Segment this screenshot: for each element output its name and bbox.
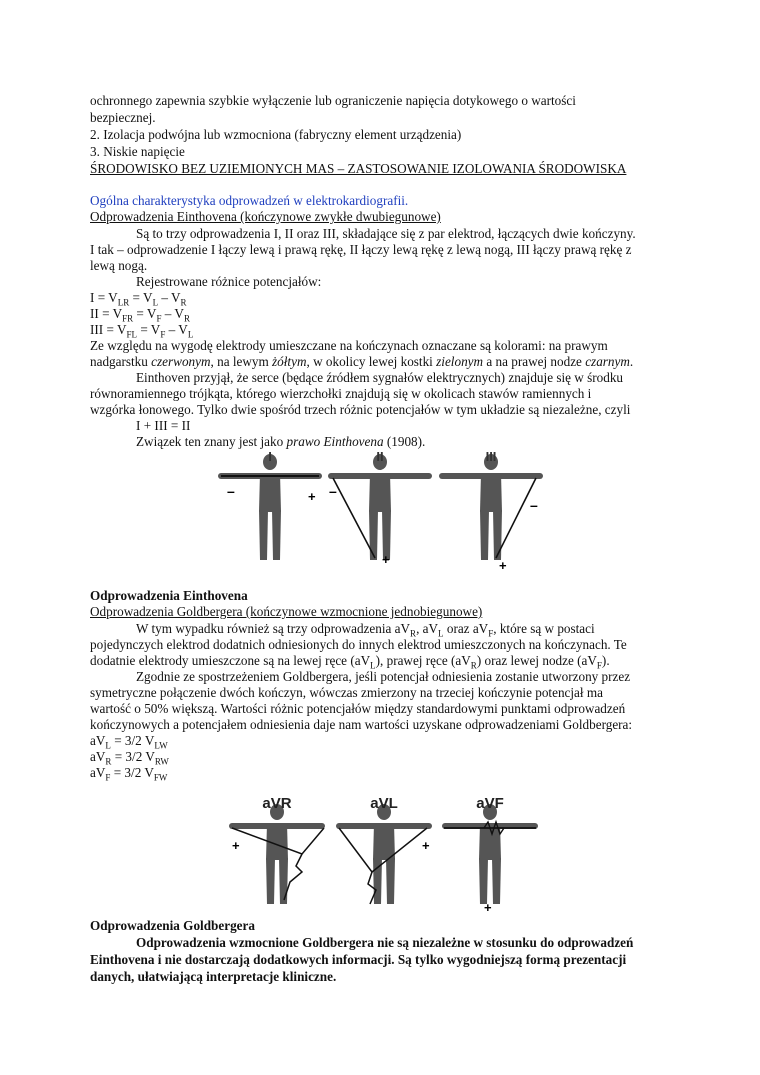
goldberger-equation: $aV_F = 3/2$ $V_{FW}$ [90,765,168,783]
goldberger-equation: $aV_L = 3/2$ $V_{LW}$ [90,733,168,751]
plus-sign: + [382,552,390,567]
intro-line-3: 2. Izolacja podwójna lub wzmocniona (fabryczny element urządzenia) [90,127,462,142]
plus-sign: + [232,838,240,853]
goldberger-heading: Odprowadzenia Goldbergera (kończynowe wzmocnione jednobiegunowe) [90,604,483,619]
minus-sign: – [227,483,235,499]
equation-2: II = $V_{FR} = V_F - V_R$ [90,306,190,324]
final-line: Odprowadzenia wzmocnione Goldbergera nie są niezależne w stosunku do odprowadzeń [136,935,634,950]
equation-1: $I = V_{LR} = V_L - V_R$ [90,290,187,308]
figure-caption: Odprowadzenia Einthovena [90,588,248,603]
paragraph-line: wartość o 50% większą. Wartości różnic potencjałów między standardowymi punktami odprowadzeń [90,701,626,716]
minus-sign: – [530,497,538,513]
lead-wire [496,478,536,558]
plus-sign: + [484,900,492,914]
intro-line-2: bezpiecznej. [90,110,156,125]
plus-sign: + [422,838,430,853]
figure-caption: Odprowadzenia Goldbergera [90,918,255,933]
final-line: danych, ułatwiającą interpretacje kliniczne. [90,969,337,984]
plus-sign: + [499,558,507,572]
goldberger-line-1: W tym wypadku również są trzy odprowadzenia $aV_R$, $aV_L$ oraz $aV_F$, które są w postaci [136,621,595,639]
goldberger-line-3: dodatnie elektrody umieszczone są na lewej ręce $(aV_L)$, prawej ręce $(aV_R)$ oraz lewej nodze $(aV_F)$. [90,653,610,671]
paragraph-line: kończynowych a potencjałem odniesienia daje nam wartości uzyskane odprowadzeniami Goldbergera: [90,717,633,732]
lead-label: I [268,450,272,464]
minus-sign: – [329,483,337,499]
lead-label: aVR [262,795,292,812]
paragraph-line: lewą nogą. [90,258,148,273]
einthoven-figure [215,450,555,572]
paragraph-line: Zgodnie ze spostrzeżeniem Goldbergera, jeśli potencjał odniesienia zostanie utworzony przez [136,669,631,684]
goldberger-equation: $aV_R = 3/2$ $V_{RW}$ [90,749,169,767]
paragraph-line: wzgórka łonowego. Tylko dwie spośród trzech różnic potencjałów w tym układzie są niezależne, czyli [90,402,631,417]
lead-label: II [376,450,384,464]
lead-wire [333,478,375,558]
plus-sign: + [308,489,316,504]
colors-line-1: Ze względu na wygodę elektrody umieszczane na kończynach oznaczane są kolorami: na prawym [90,338,608,353]
intro-line-1: ochronnego zapewnia szybkie wyłączenie lub ograniczenie napięcia dotykowego o wartości [90,93,576,108]
law-equation: I + III = II [136,418,191,433]
final-line: Einthovena i nie dostarczają dodatkowych informacji. Są tylko wygodniejszą formą prezentacji [90,952,627,967]
intro-line-4: 3. Niskie napięcie [90,144,185,159]
einthoven-heading: Odprowadzenia Einthovena (kończynowe zwykłe dwubiegunowe) [90,209,441,224]
goldberger-figure [222,792,542,914]
paragraph-line: symetryczne połączenie dwóch kończyn, wówczas zmierzony na trzeciej kończynie potencjał ma [90,685,603,700]
goldberger-line-2: pojedynczych elektrod dodatnich odniesionych do innych elektrod umieszczonych na kończynach. Te [90,637,627,652]
lead-label: III [485,450,497,464]
equation-3: III = $V_{FL} = V_F - V_L$ [90,322,194,340]
paragraph-line: Są to trzy odprowadzenia I, II oraz III, składające się z par elektrod, łączących dwie kończyny. [136,226,636,241]
paragraph-line: równoramiennego trójkąta, którego wierzchołki znajdują się w okolicach stawów ramiennych i [90,386,592,401]
lead-label: aVL [370,795,398,812]
colors-line-2: nadgarstku czerwonym, na lewym żółtym, w okolicy lewej kostki zielonym a na prawej nodze czarnym. [90,354,634,369]
environment-heading: ŚRODOWISKO BEZ UZIEMIONYCH MAS – ZASTOSOWANIE IZOLOWANIA ŚRODOWISKA [90,161,627,176]
section-title: Ogólna charakterystyka odprowadzeń w elektrokardiografii. [90,193,409,208]
diffs-label: Rejestrowane różnice potencjałów: [136,274,322,289]
paragraph-line: I tak – odprowadzenie I łączy lewą i prawą rękę, II łączy lewą rękę z lewą nogą, III łączy prawą rękę z [90,242,632,257]
lead-label: aVF [476,795,504,812]
law-line: Związek ten znany jest jako prawo Einthovena (1908). [136,434,426,449]
paragraph-line: Einthoven przyjął, że serce (będące źródłem sygnałów elektrycznych) znajduje się w środku [136,370,624,385]
